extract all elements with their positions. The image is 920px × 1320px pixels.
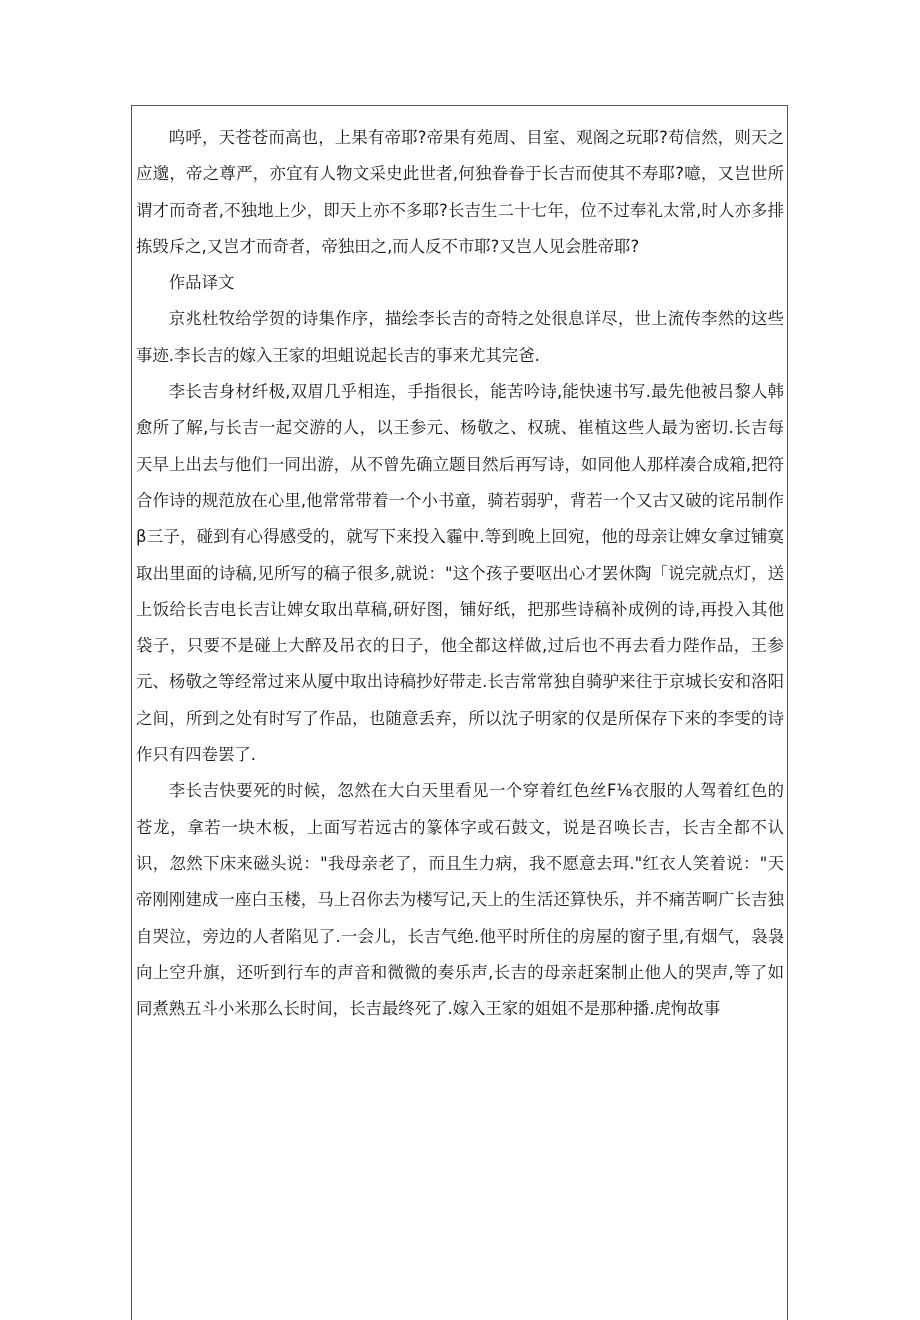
paragraph-preface: 京兆杜牧给学贺的诗集作序，描绘李长吉的奇特之处很息详尽，世上流传李然的这些事迹.李长吉的嫁入王家的坦蛆说起长吉的事来尤其完爸. (136, 309, 784, 365)
section-heading-translation: 作品译文 (168, 273, 235, 293)
paragraph-death: 李长吉快要死的时候，忽然在大白天里看见一个穿着红色丝F⅛衣服的人驾着红色的苍龙，拿若一块木板，上面写若远古的篆体字或石鼓文，说是召唤长吉，长吉全都不认识，忽然下床来磁头说："我母亲老了，而且生力病，我不愿意去珥."红衣人笑着说："天帝刚刚建成一座白玉楼，马上召你去为楼写记,天上的生活还算快乐，并不痛苦啊广长吉独自哭泣，旁边的人者陷见了.一会儿，长吉气绝.他平时所住的房屋的窗子里,有烟气，袅袅向上空升旗，还听到行车的声音和微微的奏乐声,长吉的母亲赶案制止他人的哭声,等了如同煮熟五斗小米那么长时间，长吉最终死了.嫁入王家的姐姐不是那种播.虎恂故事 (136, 781, 784, 1019)
paragraph-lament: 呜呼，天苍苍而高也，上果有帝耶?帝果有苑周、目室、观阁之玩耶?苟信然，则天之应邈，帝之尊严，亦宜有人物文采史此世者,何独眷眷于长吉而使其不寿耶?噫，又岂世所谓才而奇者,不独地上少，即天上亦不多耶?长吉生二十七年，位不过奉礼太常,时人亦多排拣毁斥之,又岂才而奇者，帝独田之,而人反不市耶?又岂人见会胜帝耶? (136, 128, 784, 256)
paragraph-biography: 李长吉身材纤极,双眉几乎相连，手指很长，能苦吟诗,能快速书写.最先他被吕黎人韩愈所了解,与长吉一起交游的人，以王参元、杨敬之、权琥、崔植这些人最为密切.长吉每天早上出去与他们一同出游，从不曾先确立题目然后再写诗，如同他人那样凑合成箱,把符合作诗的规范放在心里,他常常带着一个小书童，骑若弱驴，背若一个又古又破的诧吊制作β三子，碰到有心得感受的，就写下来投入霾中.等到晚上回宛，他的母亲让婢女拿过铺寞取出里面的诗稿,见所写的稿子很多,就说："这个孩子要呕出心才罢休陶「说完就点灯，送上饭给长吉电长吉让婢女取出草稿,研好图，铺好纸，把那些诗稿补成例的诗,再投入其他袋子，只要不是碰上大醉及吊衣的日子，他全都这样做,过后也不再去看力陛作品，王参元、杨敬之等经常过来从厦中取出诗稿抄好带走.长吉常常独自骑驴来往于京城长安和洛阳之间，所到之处有时写了作品，也随意丢弃，所以沈子明家的仅是所保存下来的李雯的诗作只有四卷罢了. (136, 382, 784, 765)
document-body (132, 120, 788, 1027)
